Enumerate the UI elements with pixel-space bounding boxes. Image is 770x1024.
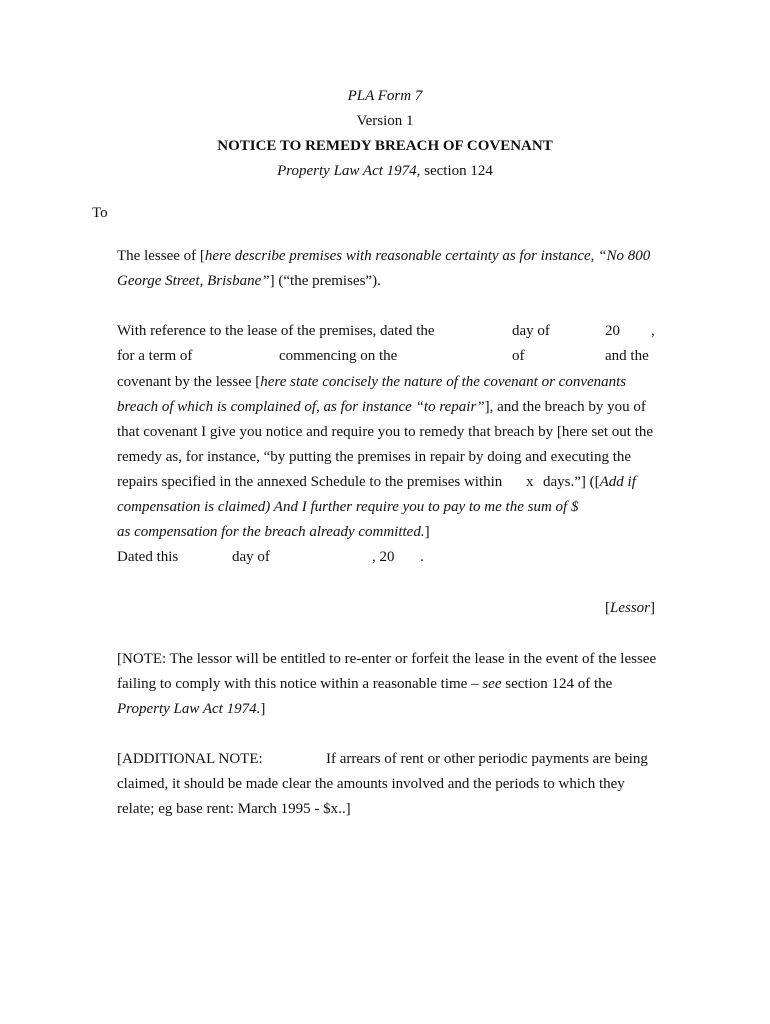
lessee-l2-b: ] (“the premises”). (269, 273, 381, 289)
dated-a: Dated this (117, 549, 179, 565)
additional-note-line-2: claimed, it should be made clear the amounts involved and the periods to which they (117, 776, 625, 792)
ref-line-6: remedy as, for instance, “by putting the premises in repair by doing and executing the (117, 449, 632, 465)
note-line-2 (117, 676, 612, 693)
ref-line-8 (117, 499, 578, 516)
lessee-l1-b: here describe premises with reasonable certainty as for instance, “No 800 (204, 248, 651, 264)
lessor-open: [ (605, 600, 610, 616)
dated-c: , 20 (372, 549, 395, 565)
ref-r1-a: With reference to the lease of the premises, dated the (117, 323, 435, 339)
note-line-1: [NOTE: The lessor will be entitled to re-enter or forfeit the lease in the event of the lessee (117, 651, 657, 667)
ref-r7-d: Add if (599, 474, 636, 490)
ref-r9-b: ] (424, 524, 430, 540)
ref-r8: compensation is claimed) And I further require you to pay to me the sum of $ (117, 499, 579, 515)
note-line-3 (117, 701, 265, 718)
lessor-close: ] (650, 600, 656, 616)
form-version: Version 1 (356, 113, 414, 129)
page-title (0, 138, 770, 155)
dated-d: . (420, 549, 424, 565)
act-reference (0, 163, 770, 180)
page-title-text: NOTICE TO REMEDY BREACH OF COVENANT (217, 138, 553, 154)
ref-line-9 (117, 524, 430, 541)
ref-r1-d: , (651, 323, 655, 339)
ref-r2-a: for a term of (117, 348, 193, 364)
to-label: To (92, 205, 108, 221)
ref-line-3 (117, 374, 626, 391)
lessee-l1-a: The lessee of [ (117, 248, 205, 264)
ref-r3-b: here state concisely the nature of the covenant or convenants (260, 374, 627, 390)
act-name: Property Law Act 1974 (277, 163, 417, 179)
ref-r7-c: days.”] ([ (543, 474, 600, 490)
ref-r1-b: day of (512, 323, 550, 339)
ref-line-4 (117, 399, 646, 416)
ref-r1-c: 20 (605, 323, 620, 339)
ref-r2-c: of (512, 348, 525, 364)
dated-b: day of (232, 549, 270, 565)
lessee-line-2 (117, 273, 381, 290)
note-n2-a: failing to comply with this notice within a reasonable time – (117, 676, 483, 692)
lessor-label: Lessor (610, 600, 651, 616)
lessee-line-1 (117, 248, 650, 265)
note-n2-c: section 124 of the (501, 676, 613, 692)
form-name-text: PLA Form 7 (347, 88, 423, 104)
ref-r4-b: ], and the breach by you of (484, 399, 646, 415)
note-n3-a: Property Law Act 1974. (117, 701, 261, 717)
ref-r7-b: x (526, 474, 534, 490)
note-n2-b: see (482, 676, 502, 692)
additional-note-text-1: If arrears of rent or other periodic payments are being (326, 751, 648, 767)
ref-r2-b: commencing on the (279, 348, 398, 364)
form-name (0, 88, 770, 105)
lessee-l2-a: George Street, Brisbane” (117, 273, 270, 289)
ref-r2-d: and the (605, 348, 649, 364)
ref-line-5: that covenant I give you notice and require you to remedy that breach by [here set out the (117, 424, 654, 440)
ref-r4-a: breach of which is complained of, as for instance “to repair” (117, 399, 485, 415)
ref-r7-cd (543, 474, 636, 491)
additional-note-label: [ADDITIONAL NOTE: (117, 751, 263, 767)
note-n3-b: ] (260, 701, 266, 717)
ref-r9-a: as compensation for the breach already committed. (117, 524, 425, 540)
ref-r7-a: repairs specified in the annexed Schedule to the premises within (117, 474, 503, 490)
additional-note-line-3: relate; eg base rent: March 1995 - $x..] (117, 801, 351, 817)
lessor-signature-label (605, 600, 655, 617)
act-section: , section 124 (416, 163, 493, 179)
ref-r3-a: covenant by the lessee [ (117, 374, 261, 390)
